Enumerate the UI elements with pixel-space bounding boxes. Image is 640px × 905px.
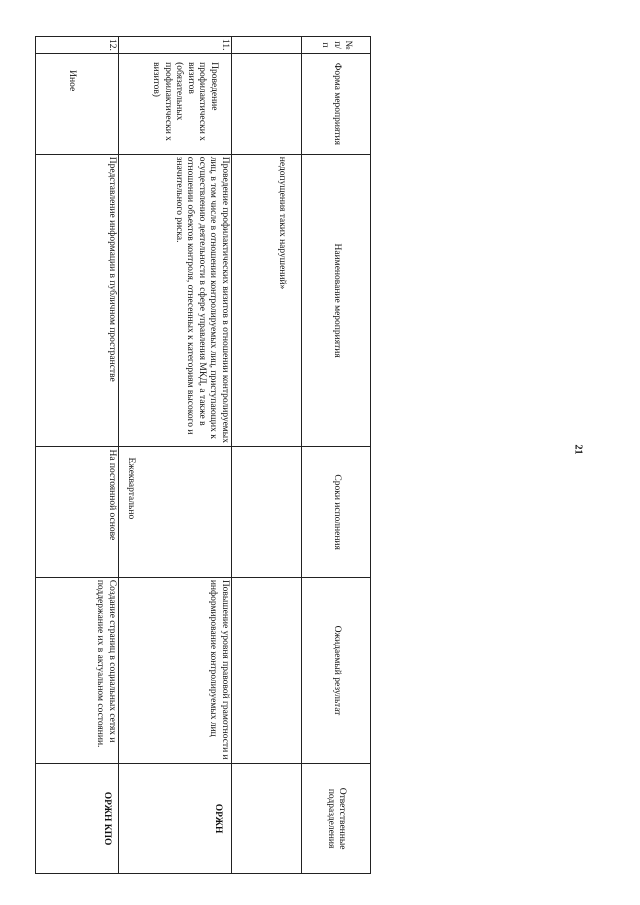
table-row — [232, 37, 302, 874]
cell-num: 12. — [36, 37, 119, 54]
cell-dept: ОРЖН КПО — [36, 764, 119, 874]
table-row — [119, 37, 232, 874]
cell-dept: ОРЖН — [119, 764, 232, 874]
cell-num — [232, 37, 302, 54]
table-row — [36, 37, 119, 874]
cell-name: Представление информации в публичном пространстве — [36, 154, 119, 447]
cell-name: Проведение профилактических визитов в отношении контролируемых лиц, в том числе в отношении контролируемых лиц, приступающих к осуществлению деятельности в сфере управления МКД, а также в отношении объектов контроля, отнесенных к категориям высокого и значительного риска. — [119, 154, 232, 447]
rotated-table-page — [35, 36, 371, 874]
page-number: 21 — [572, 444, 584, 455]
header-dept: Ответственные подразделения — [302, 764, 371, 874]
cell-dept — [232, 764, 302, 874]
header-result: Ожидаемый результат — [302, 577, 371, 763]
cell-result: Создание страниц в социальных сетях и поддержание их в актуальном состоянии. — [36, 577, 119, 763]
cell-result: Повышение уровня правовой грамотности и информирование контролируемых лиц — [119, 577, 232, 763]
cell-term: Ежеквартально — [119, 447, 232, 577]
cell-term — [232, 447, 302, 577]
header-form: Форма мероприятия — [302, 54, 371, 155]
cell-form — [232, 54, 302, 155]
cell-result — [232, 577, 302, 763]
cell-num: 11. — [119, 37, 232, 54]
cell-form: Проведение профилактически х визитов (обязательных профилактически х визитов) — [119, 54, 232, 155]
header-num: № п/п — [302, 37, 371, 54]
table-header-row — [302, 37, 371, 874]
header-name: Наименование мероприятия — [302, 154, 371, 447]
header-term: Сроки исполнения — [302, 447, 371, 577]
cell-form: Иное — [36, 54, 119, 155]
cell-term: На постоянной основе — [36, 447, 119, 577]
cell-name: недопущения таких нарушений» — [232, 154, 302, 447]
events-table — [35, 36, 371, 874]
